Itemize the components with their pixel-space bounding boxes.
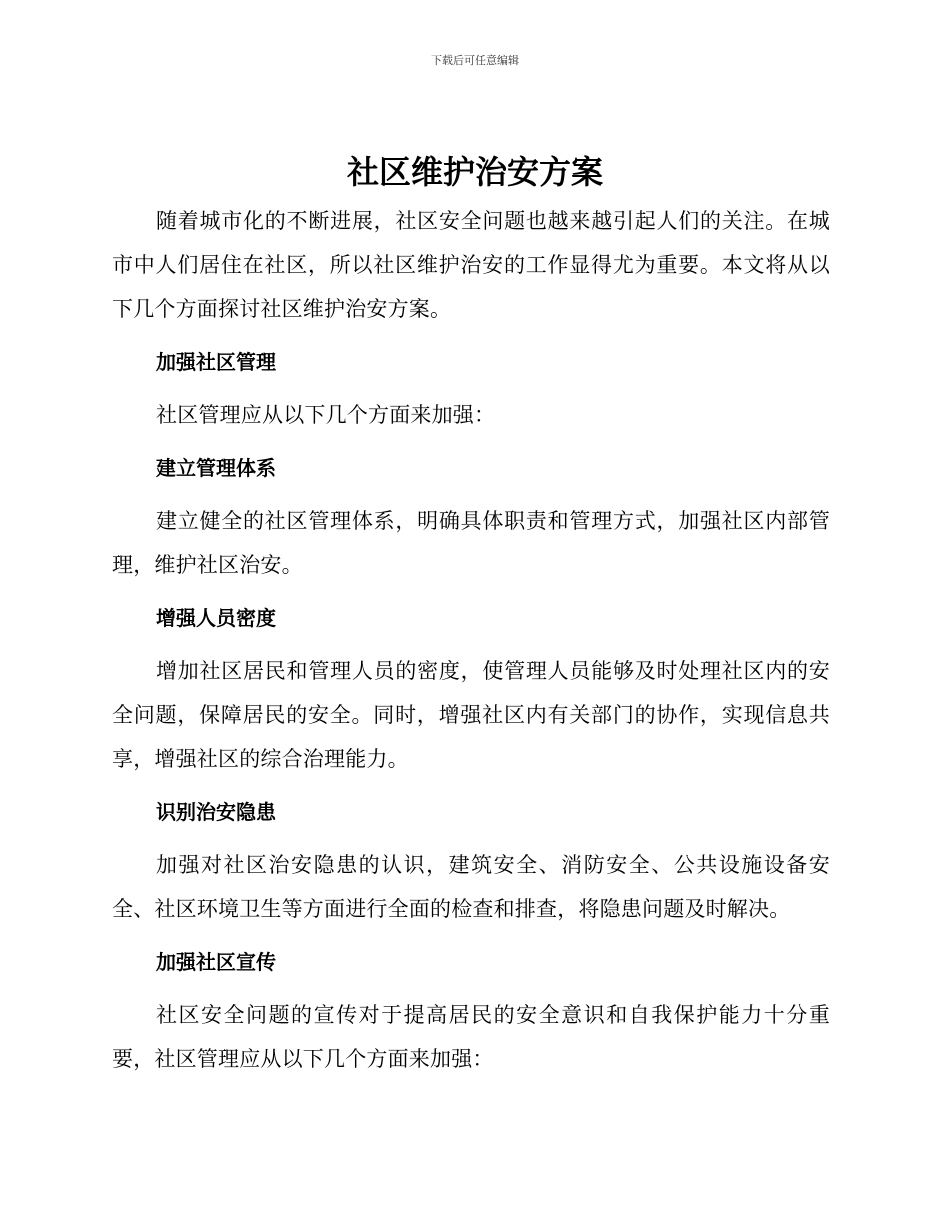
section-body-system: 建立健全的社区管理体系，明确具体职责和管理方式，加强社区内部管理，维护社区治安。: [112, 509, 830, 577]
spacer: [112, 640, 830, 649]
document-body: [112, 199, 830, 1081]
section-heading-density: 增强人员密度: [156, 606, 276, 630]
spacer: [112, 490, 830, 499]
spacer: [112, 931, 830, 940]
section-heading-management: 加强社区管理: [156, 350, 276, 374]
section-body-hazards: 加强对社区治安隐患的认识，建筑安全、消防安全、公共设施设备安全、社区环境卫生等方面进行全面的检查和排查，将隐患问题及时解决。: [112, 853, 830, 921]
section-heading-system: 建立管理体系: [156, 456, 276, 480]
section-body-management: 社区管理应从以下几个方面来加强：: [156, 403, 496, 427]
spacer: [112, 437, 830, 446]
page-title: 社区维护治安方案: [346, 153, 603, 191]
section-body-density: 增加社区居民和管理人员的密度，使管理人员能够及时处理社区内的安全问题，保障居民的安全。同时，增强社区内有关部门的协作，实现信息共享，增强社区的综合治理能力。: [112, 659, 830, 771]
header-note: 下载后可任意编辑: [431, 54, 519, 67]
spacer: [112, 781, 830, 790]
spacer: [112, 384, 830, 393]
section-body-publicity: 社区安全问题的宣传对于提高居民的安全意识和自我保护能力十分重要，社区管理应从以下几个方面来加强：: [112, 1003, 830, 1071]
section-heading-hazards: 识别治安隐患: [156, 800, 276, 824]
spacer: [112, 834, 830, 843]
section-heading-publicity: 加强社区宣传: [156, 950, 276, 974]
spacer: [112, 331, 830, 340]
spacer: [112, 984, 830, 993]
spacer: [112, 587, 830, 596]
intro-paragraph: 随着城市化的不断进展，社区安全问题也越来越引起人们的关注。在城市中人们居住在社区，所以社区维护治安的工作显得尤为重要。本文将从以下几个方面探讨社区维护治安方案。: [112, 209, 830, 321]
